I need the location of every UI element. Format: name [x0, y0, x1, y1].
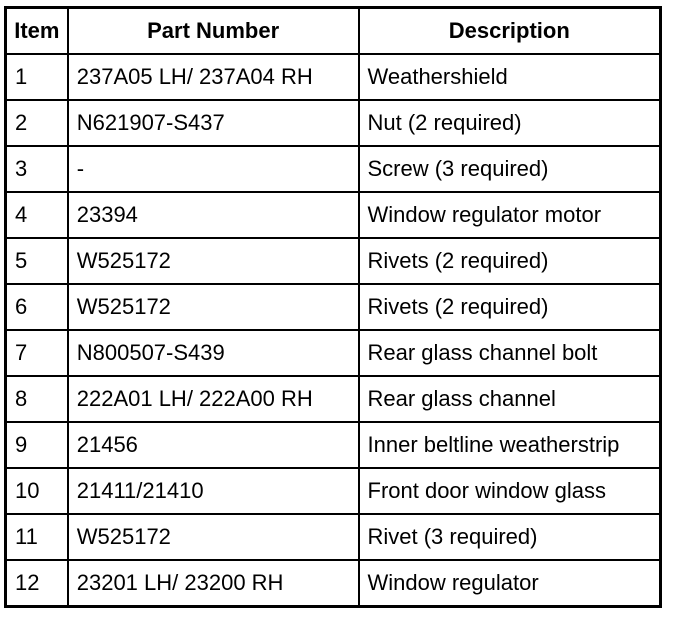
- item-cell: 8: [6, 376, 68, 422]
- item-cell: 12: [6, 560, 68, 607]
- description-cell: Rivets (2 required): [359, 284, 661, 330]
- part-number-cell: 222A01 LH/ 222A00 RH: [68, 376, 359, 422]
- table-row: [6, 376, 661, 422]
- part-number-cell: W525172: [68, 284, 359, 330]
- description-cell: Rivet (3 required): [359, 514, 661, 560]
- description-cell: Front door window glass: [359, 468, 661, 514]
- part-number-cell: 237A05 LH/ 237A04 RH: [68, 54, 359, 100]
- item-cell: 2: [6, 100, 68, 146]
- part-number-cell: 23394: [68, 192, 359, 238]
- header-item: Item: [6, 8, 68, 55]
- table-row: [6, 422, 661, 468]
- table-row: [6, 238, 661, 284]
- table-row: [6, 468, 661, 514]
- table-row: [6, 54, 661, 100]
- part-number-cell: W525172: [68, 238, 359, 284]
- item-cell: 3: [6, 146, 68, 192]
- item-cell: 10: [6, 468, 68, 514]
- header-part-number: Part Number: [68, 8, 359, 55]
- part-number-cell: 21411/21410: [68, 468, 359, 514]
- table-row: [6, 330, 661, 376]
- table-row: [6, 146, 661, 192]
- item-cell: 7: [6, 330, 68, 376]
- item-cell: 5: [6, 238, 68, 284]
- table-header: [6, 8, 661, 55]
- table-body: [6, 54, 661, 607]
- item-cell: 9: [6, 422, 68, 468]
- table-row: [6, 192, 661, 238]
- description-cell: Inner beltline weatherstrip: [359, 422, 661, 468]
- table-row: [6, 514, 661, 560]
- description-cell: Rear glass channel: [359, 376, 661, 422]
- header-description: Description: [359, 8, 661, 55]
- part-number-cell: 23201 LH/ 23200 RH: [68, 560, 359, 607]
- part-number-cell: 21456: [68, 422, 359, 468]
- part-number-cell: N621907-S437: [68, 100, 359, 146]
- parts-table: [4, 6, 662, 608]
- table-row: [6, 560, 661, 607]
- part-number-cell: N800507-S439: [68, 330, 359, 376]
- item-cell: 6: [6, 284, 68, 330]
- part-number-cell: W525172: [68, 514, 359, 560]
- description-cell: Weathershield: [359, 54, 661, 100]
- description-cell: Nut (2 required): [359, 100, 661, 146]
- description-cell: Window regulator motor: [359, 192, 661, 238]
- description-cell: Screw (3 required): [359, 146, 661, 192]
- header-row: [6, 8, 661, 55]
- description-cell: Rivets (2 required): [359, 238, 661, 284]
- description-cell: Rear glass channel bolt: [359, 330, 661, 376]
- item-cell: 4: [6, 192, 68, 238]
- description-cell: Window regulator: [359, 560, 661, 607]
- item-cell: 11: [6, 514, 68, 560]
- table-row: [6, 100, 661, 146]
- part-number-cell: -: [68, 146, 359, 192]
- table-row: [6, 284, 661, 330]
- item-cell: 1: [6, 54, 68, 100]
